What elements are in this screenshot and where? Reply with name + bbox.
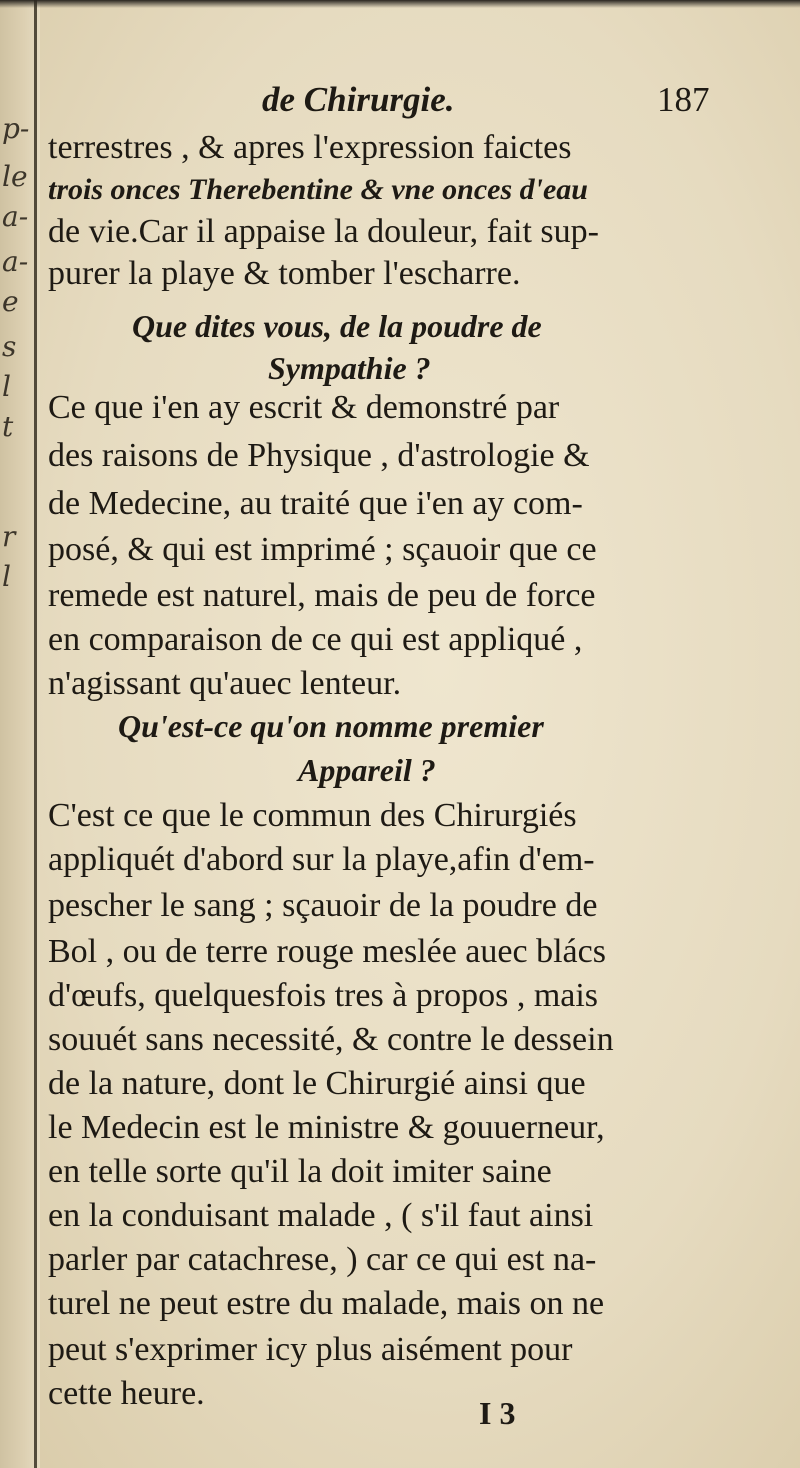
text-line: d'œufs, quelquesfois tres à propos , mais bbox=[48, 977, 599, 1014]
question-heading: Que dites vous, de la poudre de bbox=[132, 308, 542, 344]
margin-bleed-letter: r bbox=[2, 520, 16, 553]
text-line: en telle sorte qu'il la doit imiter saine bbox=[48, 1153, 552, 1190]
text-line: trois onces Therebentine & vne onces d'eau bbox=[48, 173, 588, 206]
text-line: appliquét d'abord sur la playe,afin d'em- bbox=[48, 841, 595, 878]
text-line: en la conduisant malade , ( s'il faut ainsi bbox=[48, 1197, 594, 1234]
page-number: 187 bbox=[657, 80, 710, 119]
running-head: de Chirurgie. bbox=[262, 80, 455, 119]
page-top-edge bbox=[0, 0, 800, 8]
margin-bleed-letter: p- bbox=[2, 112, 30, 145]
text-line: de Medecine, au traité que i'en ay com- bbox=[48, 485, 583, 522]
binding-edge-line bbox=[34, 0, 37, 1468]
text-line: Bol , ou de terre rouge meslée auec blács bbox=[48, 933, 606, 970]
margin-bleed-letter: a- bbox=[2, 200, 29, 233]
text-line: de la nature, dont le Chirurgié ainsi que bbox=[48, 1065, 586, 1102]
question-heading: Sympathie ? bbox=[268, 350, 431, 386]
margin-bleed-letter: le bbox=[2, 160, 28, 193]
text-line: C'est ce que le commun des Chirurgiés bbox=[48, 797, 577, 834]
text-line: terrestres , & apres l'expression faictes bbox=[48, 129, 572, 166]
question-heading: Appareil ? bbox=[298, 752, 436, 788]
text-line: parler par catachrese, ) car ce qui est na- bbox=[48, 1241, 597, 1278]
text-line: peut s'exprimer icy plus aisément pour bbox=[48, 1331, 573, 1368]
question-heading: Qu'est-ce qu'on nomme premier bbox=[118, 708, 544, 744]
text-line: remede est naturel, mais de peu de force bbox=[48, 577, 596, 614]
margin-bleed-letter: a- bbox=[2, 245, 29, 278]
margin-bleed-letter: t bbox=[2, 410, 14, 443]
text-line: turel ne peut estre du malade, mais on ne bbox=[48, 1285, 605, 1322]
margin-bleed-letter: l bbox=[2, 560, 11, 593]
text-line: purer la playe & tomber l'escharre. bbox=[48, 255, 521, 292]
text-line: en comparaison de ce qui est appliqué , bbox=[48, 621, 583, 658]
text-line: Ce que i'en ay escrit & demonstré par bbox=[48, 389, 560, 426]
text-line: des raisons de Physique , d'astrologie & bbox=[48, 437, 590, 474]
margin-bleed-letter: s bbox=[2, 330, 17, 363]
margin-bleed-letter: e bbox=[2, 285, 19, 318]
text-line: souuét sans necessité, & contre le dessein bbox=[48, 1021, 614, 1058]
text-line: de vie.Car il appaise la douleur, fait sup- bbox=[48, 213, 599, 250]
text-line: le Medecin est le ministre & gouuerneur, bbox=[48, 1109, 605, 1146]
margin-bleed-letter: l bbox=[2, 370, 11, 403]
text-line: n'agissant qu'auec lenteur. bbox=[48, 665, 402, 702]
signature-mark: I 3 bbox=[479, 1395, 516, 1431]
page-header bbox=[40, 80, 750, 130]
text-line: cette heure. bbox=[48, 1375, 205, 1412]
text-line: pescher le sang ; sçauoir de la poudre de bbox=[48, 887, 598, 924]
text-line: posé, & qui est imprimé ; sçauoir que ce bbox=[48, 531, 597, 568]
